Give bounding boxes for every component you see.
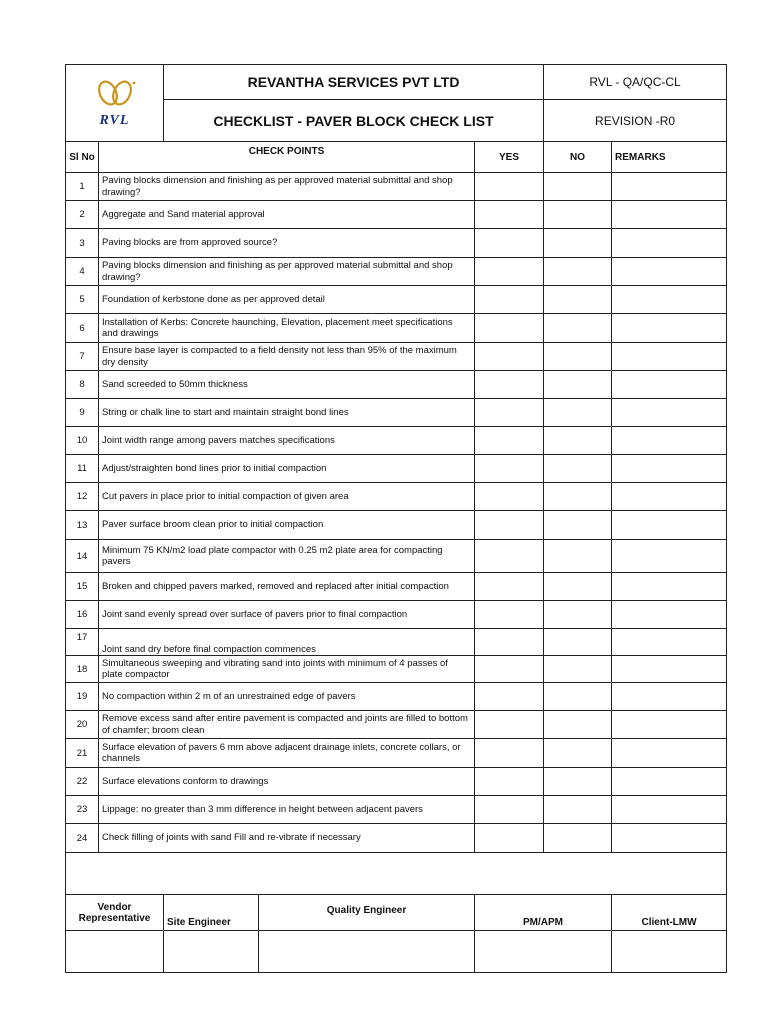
row-number: 9 bbox=[66, 399, 99, 427]
table-row bbox=[66, 683, 727, 711]
no-cell[interactable] bbox=[544, 656, 612, 683]
row-number: 4 bbox=[66, 258, 99, 286]
remarks-cell[interactable] bbox=[612, 796, 727, 824]
remarks-cell[interactable] bbox=[612, 343, 727, 371]
table-row bbox=[66, 768, 727, 796]
row-number: 11 bbox=[66, 455, 99, 483]
table-row bbox=[66, 201, 727, 229]
signature-label-vendor: Vendor Representative bbox=[66, 895, 164, 931]
document-code: RVL - QA/QC-CL bbox=[544, 65, 727, 100]
remarks-cell[interactable] bbox=[612, 629, 727, 656]
yes-cell[interactable] bbox=[475, 656, 544, 683]
remarks-cell[interactable] bbox=[612, 173, 727, 201]
yes-cell[interactable] bbox=[475, 601, 544, 629]
yes-cell[interactable] bbox=[475, 455, 544, 483]
yes-cell[interactable] bbox=[475, 540, 544, 573]
checklist-table bbox=[65, 64, 727, 973]
table-row bbox=[66, 371, 727, 399]
remarks-cell[interactable] bbox=[612, 656, 727, 683]
no-cell[interactable] bbox=[544, 371, 612, 399]
row-number: 10 bbox=[66, 427, 99, 455]
signature-label-pm: PM/APM bbox=[475, 895, 612, 931]
remarks-cell[interactable] bbox=[612, 371, 727, 399]
company-logo bbox=[66, 65, 164, 142]
column-header-no: NO bbox=[544, 142, 612, 173]
remarks-cell[interactable] bbox=[612, 229, 727, 258]
row-number: 18 bbox=[66, 656, 99, 683]
yes-cell[interactable] bbox=[475, 483, 544, 511]
row-number: 13 bbox=[66, 511, 99, 540]
check-point-text: Broken and chipped pavers marked, removed and replaced after initial compaction bbox=[99, 573, 475, 601]
yes-cell[interactable] bbox=[475, 511, 544, 540]
check-point-text: Joint sand dry before final compaction commences bbox=[99, 629, 475, 656]
row-number: 14 bbox=[66, 540, 99, 573]
check-point-text: Foundation of kerbstone done as per approved detail bbox=[99, 286, 475, 314]
yes-cell[interactable] bbox=[475, 739, 544, 768]
no-cell[interactable] bbox=[544, 711, 612, 739]
yes-cell[interactable] bbox=[475, 427, 544, 455]
row-number: 6 bbox=[66, 314, 99, 343]
remarks-cell[interactable] bbox=[612, 739, 727, 768]
table-row bbox=[66, 739, 727, 768]
remarks-cell[interactable] bbox=[612, 573, 727, 601]
check-point-text: Cut pavers in place prior to initial compaction of given area bbox=[99, 483, 475, 511]
check-point-text: String or chalk line to start and maintain straight bond lines bbox=[99, 399, 475, 427]
no-cell[interactable] bbox=[544, 483, 612, 511]
table-row bbox=[66, 711, 727, 739]
yes-cell[interactable] bbox=[475, 286, 544, 314]
yes-cell[interactable] bbox=[475, 229, 544, 258]
table-row bbox=[66, 399, 727, 427]
table-row bbox=[66, 314, 727, 343]
notes-area bbox=[66, 853, 727, 895]
company-name: REVANTHA SERVICES PVT LTD bbox=[164, 65, 544, 100]
column-header-yes: YES bbox=[475, 142, 544, 173]
table-row bbox=[66, 573, 727, 601]
table-row bbox=[66, 824, 727, 853]
check-point-text: Sand screeded to 50mm thickness bbox=[99, 371, 475, 399]
table-row bbox=[66, 796, 727, 824]
yes-cell[interactable] bbox=[475, 201, 544, 229]
row-number: 7 bbox=[66, 343, 99, 371]
yes-cell[interactable] bbox=[475, 824, 544, 853]
row-number: 17 bbox=[66, 629, 99, 656]
remarks-cell[interactable] bbox=[612, 314, 727, 343]
remarks-cell[interactable] bbox=[612, 427, 727, 455]
row-number: 8 bbox=[66, 371, 99, 399]
signature-label-client: Client-LMW bbox=[612, 895, 727, 931]
table-row bbox=[66, 601, 727, 629]
no-cell[interactable] bbox=[544, 540, 612, 573]
checkpoint-rows bbox=[66, 173, 727, 853]
table-row bbox=[66, 173, 727, 201]
table-row bbox=[66, 656, 727, 683]
remarks-cell[interactable] bbox=[612, 201, 727, 229]
yes-cell[interactable] bbox=[475, 314, 544, 343]
signature-box-site-engineer[interactable] bbox=[164, 931, 259, 973]
row-number: 22 bbox=[66, 768, 99, 796]
no-cell[interactable] bbox=[544, 173, 612, 201]
row-number: 1 bbox=[66, 173, 99, 201]
yes-cell[interactable] bbox=[475, 371, 544, 399]
no-cell[interactable] bbox=[544, 314, 612, 343]
check-point-text: Lippage: no greater than 3 mm difference in height between adjacent pavers bbox=[99, 796, 475, 824]
check-point-text: No compaction within 2 m of an unrestrained edge of pavers bbox=[99, 683, 475, 711]
no-cell[interactable] bbox=[544, 286, 612, 314]
check-point-text: Aggregate and Sand material approval bbox=[99, 201, 475, 229]
check-point-text: Joint width range among pavers matches specifications bbox=[99, 427, 475, 455]
check-point-text: Adjust/straighten bond lines prior to initial compaction bbox=[99, 455, 475, 483]
yes-cell[interactable] bbox=[475, 796, 544, 824]
table-row bbox=[66, 511, 727, 540]
row-number: 23 bbox=[66, 796, 99, 824]
yes-cell[interactable] bbox=[475, 711, 544, 739]
table-row bbox=[66, 286, 727, 314]
signature-label-quality-engineer: Quality Engineer bbox=[259, 895, 475, 931]
row-number: 15 bbox=[66, 573, 99, 601]
remarks-cell[interactable] bbox=[612, 286, 727, 314]
yes-cell[interactable] bbox=[475, 343, 544, 371]
table-row bbox=[66, 427, 727, 455]
check-point-text: Paving blocks are from approved source? bbox=[99, 229, 475, 258]
column-header-remarks: REMARKS bbox=[612, 142, 727, 173]
revision-number: REVISION -R0 bbox=[544, 100, 727, 142]
column-header-sl-no: Sl No bbox=[66, 142, 99, 173]
row-number: 5 bbox=[66, 286, 99, 314]
remarks-cell[interactable] bbox=[612, 483, 727, 511]
signature-box-client[interactable] bbox=[612, 931, 727, 973]
no-cell[interactable] bbox=[544, 201, 612, 229]
no-cell[interactable] bbox=[544, 229, 612, 258]
no-cell[interactable] bbox=[544, 455, 612, 483]
check-point-text: Ensure base layer is compacted to a field density not less than 95% of the maximum dry density bbox=[99, 343, 475, 371]
no-cell[interactable] bbox=[544, 768, 612, 796]
check-point-text: Surface elevation of pavers 6 mm above adjacent drainage inlets, concrete collars, or channels bbox=[99, 739, 475, 768]
remarks-cell[interactable] bbox=[612, 511, 727, 540]
no-cell[interactable] bbox=[544, 683, 612, 711]
check-point-text: Paver surface broom clean prior to initial compaction bbox=[99, 511, 475, 540]
remarks-cell[interactable] bbox=[612, 711, 727, 739]
table-row bbox=[66, 629, 727, 656]
no-cell[interactable] bbox=[544, 629, 612, 656]
no-cell[interactable] bbox=[544, 511, 612, 540]
no-cell[interactable] bbox=[544, 796, 612, 824]
remarks-cell[interactable] bbox=[612, 399, 727, 427]
no-cell[interactable] bbox=[544, 601, 612, 629]
table-row bbox=[66, 540, 727, 573]
remarks-cell[interactable] bbox=[612, 601, 727, 629]
check-point-text: Paving blocks dimension and finishing as per approved material submittal and shop drawing? bbox=[99, 173, 475, 201]
table-row bbox=[66, 258, 727, 286]
check-point-text: Surface elevations conform to drawings bbox=[99, 768, 475, 796]
signature-box-vendor[interactable] bbox=[66, 931, 164, 973]
no-cell[interactable] bbox=[544, 343, 612, 371]
checklist-sheet bbox=[65, 64, 726, 972]
no-cell[interactable] bbox=[544, 824, 612, 853]
remarks-cell[interactable] bbox=[612, 683, 727, 711]
row-number: 19 bbox=[66, 683, 99, 711]
yes-cell[interactable] bbox=[475, 399, 544, 427]
remarks-cell[interactable] bbox=[612, 824, 727, 853]
table-row bbox=[66, 455, 727, 483]
check-point-text: Installation of Kerbs: Concrete haunching, Elevation, placement meet specifications and drawings bbox=[99, 314, 475, 343]
no-cell[interactable] bbox=[544, 573, 612, 601]
row-number: 2 bbox=[66, 201, 99, 229]
row-number: 16 bbox=[66, 601, 99, 629]
table-row bbox=[66, 343, 727, 371]
signature-box-pm[interactable] bbox=[475, 931, 612, 973]
row-number: 24 bbox=[66, 824, 99, 853]
check-point-text: Remove excess sand after entire pavement is compacted and joints are filled to bottom of chamfer; broom clean bbox=[99, 711, 475, 739]
no-cell[interactable] bbox=[544, 399, 612, 427]
yes-cell[interactable] bbox=[475, 683, 544, 711]
row-number: 20 bbox=[66, 711, 99, 739]
yes-cell[interactable] bbox=[475, 629, 544, 656]
check-point-text: Minimum 75 KN/m2 load plate compactor with 0.25 m2 plate area for compacting pavers bbox=[99, 540, 475, 573]
check-point-text: Check filling of joints with sand Fill and re-vibrate if necessary bbox=[99, 824, 475, 853]
check-point-text: Simultaneous sweeping and vibrating sand into joints with minimum of 4 passes of plate compactor bbox=[99, 656, 475, 683]
no-cell[interactable] bbox=[544, 739, 612, 768]
yes-cell[interactable] bbox=[475, 768, 544, 796]
remarks-cell[interactable] bbox=[612, 258, 727, 286]
yes-cell[interactable] bbox=[475, 573, 544, 601]
check-point-text: Paving blocks dimension and finishing as per approved material submittal and shop drawing? bbox=[99, 258, 475, 286]
logo-text: RVL bbox=[99, 112, 130, 128]
remarks-cell[interactable] bbox=[612, 455, 727, 483]
signature-label-site-engineer: Site Engineer bbox=[164, 895, 259, 931]
no-cell[interactable] bbox=[544, 258, 612, 286]
no-cell[interactable] bbox=[544, 427, 612, 455]
signature-box-quality-engineer[interactable] bbox=[259, 931, 475, 973]
remarks-cell[interactable] bbox=[612, 540, 727, 573]
table-row bbox=[66, 483, 727, 511]
column-header-check-points: CHECK POINTS bbox=[99, 142, 475, 173]
row-number: 21 bbox=[66, 739, 99, 768]
check-point-text: Joint sand evenly spread over surface of pavers prior to final compaction bbox=[99, 601, 475, 629]
yes-cell[interactable] bbox=[475, 173, 544, 201]
table-row bbox=[66, 229, 727, 258]
checklist-title: CHECKLIST - PAVER BLOCK CHECK LIST bbox=[164, 100, 544, 142]
row-number: 12 bbox=[66, 483, 99, 511]
yes-cell[interactable] bbox=[475, 258, 544, 286]
row-number: 3 bbox=[66, 229, 99, 258]
remarks-cell[interactable] bbox=[612, 768, 727, 796]
rvl-logo-icon bbox=[89, 78, 141, 108]
